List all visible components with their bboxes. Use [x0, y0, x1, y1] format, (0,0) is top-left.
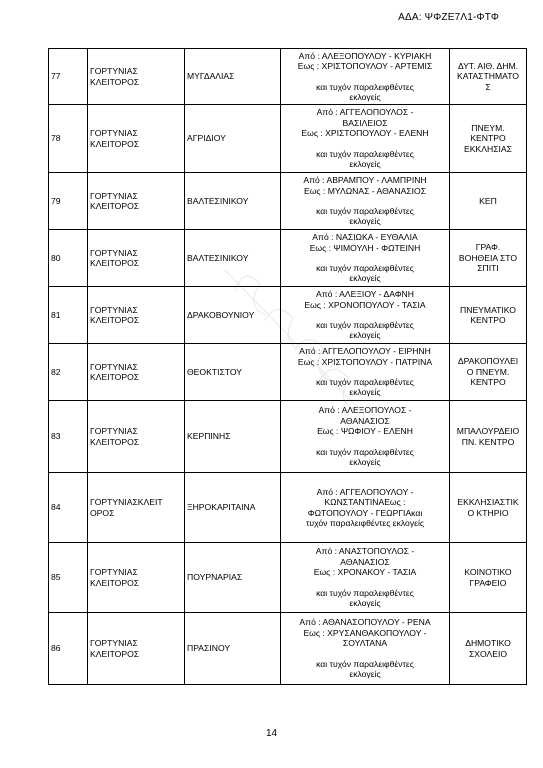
- text-line: ΓΡΑΦΕΙΟ: [469, 577, 507, 588]
- text-line: ΓΡΑΦ.: [475, 242, 501, 253]
- row-number: 81: [49, 287, 88, 344]
- ada-code: ΑΔΑ: ΨΦΖΕ7Λ1-ΦΤΦ: [398, 12, 499, 23]
- municipality-cell: [88, 613, 185, 685]
- voter-range-cell: [281, 401, 450, 473]
- text-line: Από : ΑΛΕΞΟΠΟΥΛΟΥ - ΚΥΡΙΑΚΗ: [298, 50, 432, 61]
- text-line: ΣΠΙΤΙ: [477, 263, 499, 274]
- text-line: ΓΟΡΤΥΝΙΑΣ: [90, 638, 138, 649]
- text-line: και τυχόν παραλειφθέντες: [316, 206, 414, 216]
- text-line: ΣΟΥΛΤΑΝΑ: [342, 638, 388, 649]
- voter-range-cell: [281, 613, 450, 685]
- municipality-cell: [88, 49, 185, 105]
- text-line: ΠΝΕΥΜΑΤΙΚΟ: [460, 304, 516, 315]
- text-line: Εως : ΜΥΛΩΝΑΣ - ΑΘΑΝΑΣΙΟΣ: [303, 185, 427, 196]
- municipality-cell: [88, 473, 185, 543]
- table-row: [49, 344, 527, 401]
- election-stations-table: [48, 48, 527, 685]
- text-line: ΠΝ. ΚΕΝΤΡΟ: [461, 436, 515, 447]
- table-row: [49, 173, 527, 230]
- voter-range-cell: [281, 473, 450, 543]
- text-line: ΓΟΡΤΥΝΙΑΣ: [90, 128, 138, 139]
- text-line: ΓΟΡΤΥΝΙΑΣ: [90, 361, 138, 372]
- text-line: ΚΕΠ: [479, 195, 497, 206]
- text-line: ΓΟΡΤΥΝΙΑΣ: [90, 426, 138, 437]
- blank-line: [283, 437, 447, 447]
- text-line: και τυχόν παραλειφθέντες: [316, 263, 414, 273]
- text-line: εκλογείς: [349, 159, 381, 170]
- municipality-cell: [88, 543, 185, 613]
- text-line: ΚΛΕΙΤΟΡΟΣ: [90, 201, 140, 211]
- text-line: και τυχόν παραλειφθέντες: [316, 658, 414, 669]
- text-line: Από : ΝΑΣΙΩΚΑ - ΕΥΘΑΛΙΑ: [312, 232, 418, 243]
- village-cell: ΘΕΟΚΤΙΣΤΟΥ: [185, 344, 281, 401]
- text-line: εκλογείς: [349, 91, 381, 102]
- voter-range-cell: [281, 344, 450, 401]
- polling-place-cell: [450, 473, 527, 543]
- text-line: εκλογείς: [349, 273, 381, 284]
- text-line: ΔΡΑΚΟΠΟΥΛΕΙ: [457, 356, 519, 367]
- village-cell: ΔΡΑΚΟΒΟΥΝΙΟΥ: [185, 287, 281, 344]
- row-number: 77: [49, 49, 88, 105]
- text-line: ΒΟΗΘΕΙΑ ΣΤΟ: [458, 252, 518, 263]
- text-line: εκλογείς: [349, 216, 381, 227]
- text-line: ΣΧΟΛΕΙΟ: [468, 648, 508, 659]
- text-line: ΓΟΡΤΥΝΙΑΣ: [90, 567, 138, 578]
- blank-line: [283, 649, 447, 659]
- municipality-cell: [88, 344, 185, 401]
- text-line: Από : ΑΓΓΕΛΟΠΟΥΛΟΥ -: [316, 486, 414, 497]
- text-line: τυχόν παραλειφθέντες εκλογείς: [306, 517, 424, 528]
- row-number: 78: [49, 105, 88, 173]
- text-line: ΚΛΕΙΤΟΡΟΣ: [90, 577, 140, 588]
- voter-range-cell: [281, 173, 450, 230]
- table-row: [49, 230, 527, 287]
- village-cell: ΠΟΥΡΝΑΡΙΑΣ: [185, 543, 281, 613]
- blank-line: [283, 72, 447, 82]
- text-line: ΑΘΑΝΑΣΙΟΣ: [340, 556, 390, 567]
- table-body: [49, 49, 527, 685]
- text-line: ΚΛΕΙΤΟΡΟΣ: [90, 315, 140, 325]
- text-line: ΚΛΕΙΤΟΡΟΣ: [90, 648, 140, 659]
- row-number: 80: [49, 230, 88, 287]
- text-line: Από : ΑΒΡΑΜΠΟΥ - ΛΑΜΠΡΙΝΗ: [303, 175, 427, 186]
- text-line: Εως : ΧΡΟΝΟΠΟΥΛΟΥ - ΤΑΣΙΑ: [304, 299, 426, 310]
- table-row: [49, 473, 527, 543]
- village-cell: ΠΡΑΣΙΝΟΥ: [185, 613, 281, 685]
- text-line: ΚΩΝΣΤΑΝΤΙΝΑΕως :: [324, 497, 406, 508]
- text-line: ΓΟΡΤΥΝΙΑΣ: [90, 66, 138, 77]
- text-line: Εως : ΧΡΙΣΤΟΠΟΥΛΟΥ - ΕΛΕΝΗ: [301, 128, 429, 139]
- polling-place-cell: [450, 49, 527, 105]
- text-line: και τυχόν παραλειφθέντες: [316, 320, 414, 330]
- row-number: 86: [49, 613, 88, 685]
- text-line: ΚΛΕΙΤΟΡΟΣ: [90, 138, 140, 149]
- text-line: Ο ΠΝΕΥΜ.: [466, 366, 510, 377]
- text-line: και τυχόν παραλειφθέντες: [316, 446, 414, 457]
- text-line: ΚΛΕΙΤΟΡΟΣ: [90, 258, 140, 268]
- municipality-cell: [88, 173, 185, 230]
- text-line: Σ: [485, 81, 491, 92]
- text-line: ΚΕΝΤΡΟ: [470, 377, 506, 388]
- municipality-cell: [88, 105, 185, 173]
- village-cell: ΒΑΛΤΕΣΙΝΙΚΟΥ: [185, 173, 281, 230]
- row-number: 85: [49, 543, 88, 613]
- text-line: ΓΟΡΤΥΝΙΑΣ: [90, 304, 138, 315]
- text-line: ΟΡΟΣ: [90, 507, 115, 518]
- polling-place-cell: [450, 543, 527, 613]
- page-number: 14: [265, 728, 278, 739]
- text-line: Εως : ΧΡΙΣΤΟΠΟΥΛΟΥ - ΠΑΤΡΙΝΑ: [297, 356, 433, 367]
- text-line: εκλογείς: [349, 598, 381, 609]
- polling-place-cell: [450, 344, 527, 401]
- row-number: 82: [49, 344, 88, 401]
- text-line: εκλογείς: [349, 387, 381, 398]
- village-cell: ΞΗΡΟΚΑΡΙΤΑΙΝΑ: [185, 473, 281, 543]
- text-line: ΑΘΑΝΑΣΙΟΣ: [340, 415, 390, 426]
- village-cell: ΑΓΡΙΔΙΟΥ: [185, 105, 281, 173]
- table-row: [49, 401, 527, 473]
- voter-range-cell: [281, 287, 450, 344]
- text-line: εκλογείς: [349, 457, 381, 468]
- text-line: Από : ΑΓΓΕΛΟΠΟΥΛΟΣ -: [316, 107, 414, 118]
- municipality-cell: [88, 230, 185, 287]
- voter-range-cell: [281, 105, 450, 173]
- blank-line: [283, 367, 447, 377]
- text-line: ΚΑΤΑΣΤΗΜΑΤΟ: [457, 71, 519, 82]
- text-line: Από : ΑΓΓΕΛΟΠΟΥΛΟΥ - ΕΙΡΗΝΗ: [299, 346, 431, 357]
- voter-range-cell: [281, 49, 450, 105]
- text-line: και τυχόν παραλειφθέντες: [316, 587, 414, 598]
- blank-line: [283, 578, 447, 588]
- text-line: ΓΟΡΤΥΝΙΑΣ: [90, 190, 138, 201]
- polling-place-cell: [450, 401, 527, 473]
- blank-line: [283, 253, 447, 263]
- table-row: [49, 613, 527, 685]
- text-line: ΚΛΕΙΤΟΡΟΣ: [90, 436, 140, 447]
- text-line: ΔΥΤ. ΑΙΘ. ΔΗΜ.: [457, 60, 519, 71]
- text-line: ΚΛΕΙΤΟΡΟΣ: [90, 76, 140, 87]
- text-line: Από : ΑΛΕΞΟΠΟΥΛΟΣ -: [318, 405, 412, 416]
- text-line: Εως : ΧΡΥΣΑΝΘΑΚΟΠΟΥΛΟΥ -: [303, 627, 427, 638]
- text-line: και τυχόν παραλειφθέντες: [316, 377, 414, 387]
- village-cell: ΚΕΡΠΙΝΗΣ: [185, 401, 281, 473]
- text-line: ΚΕΝΤΡΟ: [470, 133, 506, 144]
- table-row: [49, 105, 527, 173]
- text-line: ΠΝΕΥΜ.: [471, 122, 505, 133]
- text-line: ΔΗΜΟΤΙΚΟ: [465, 638, 511, 649]
- table-row: [49, 287, 527, 344]
- row-number: 79: [49, 173, 88, 230]
- text-line: ΚΛΕΙΤΟΡΟΣ: [90, 372, 140, 382]
- polling-place-cell: [450, 173, 527, 230]
- text-line: Από : ΑΘΑΝΑΣΟΠΟΥΛΟΥ - ΡΕΝΑ: [299, 617, 431, 628]
- municipality-cell: [88, 287, 185, 344]
- village-cell: ΜΥΓΔΑΛΙΑΣ: [185, 49, 281, 105]
- row-number: 83: [49, 401, 88, 473]
- table-row: [49, 543, 527, 613]
- text-line: Εως : ΨΩΦΙΟΥ - ΕΛΕΝΗ: [317, 426, 413, 437]
- text-line: Ο ΚΤΗΡΙΟ: [467, 507, 509, 518]
- blank-line: [283, 310, 447, 320]
- blank-line: [283, 139, 447, 149]
- text-line: Εως : ΧΡΙΣΤΟΠΟΥΛΟΥ - ΑΡΤΕΜΙΣ: [297, 61, 433, 72]
- polling-place-cell: [450, 287, 527, 344]
- text-line: ΚΟΙΝΟΤΙΚΟ: [464, 567, 512, 578]
- text-line: ΕΚΚΛΗΣΙΑΣΤΙΚ: [457, 497, 519, 508]
- row-number: 84: [49, 473, 88, 543]
- blank-line: [283, 196, 447, 206]
- text-line: Εως : ΧΡΟΝΑΚΟΥ - ΤΑΣΙΑ: [313, 567, 417, 578]
- text-line: Εως : ΨΙΜΟΥΛΗ - ΦΩΤΕΙΝΗ: [309, 242, 421, 253]
- text-line: ΦΩΤΟΠΟΥΛΟΥ - ΓΕΩΡΓΙΑκαι: [307, 507, 423, 518]
- text-line: και τυχόν παραλειφθέντες: [316, 81, 414, 92]
- text-line: εκλογείς: [349, 669, 381, 680]
- text-line: ΓΟΡΤΥΝΙΑΣΚΛΕΙΤ: [90, 497, 163, 508]
- table-row: [49, 49, 527, 105]
- voter-range-cell: [281, 543, 450, 613]
- text-line: εκλογείς: [349, 330, 381, 341]
- municipality-cell: [88, 401, 185, 473]
- text-line: ΒΑΣΙΛΕΙΟΣ: [342, 117, 388, 128]
- text-line: ΕΚΚΛΗΣΙΑΣ: [464, 143, 512, 154]
- village-cell: ΒΑΛΤΕΣΙΝΙΚΟΥ: [185, 230, 281, 287]
- text-line: ΓΟΡΤΥΝΙΑΣ: [90, 247, 138, 258]
- polling-place-cell: [450, 105, 527, 173]
- text-line: και τυχόν παραλειφθέντες: [316, 148, 414, 159]
- voter-range-cell: [281, 230, 450, 287]
- text-line: ΚΕΝΤΡΟ: [470, 315, 506, 325]
- polling-place-cell: [450, 613, 527, 685]
- text-line: ΜΠΑΛΟΥΡΔΕΙΟ: [456, 426, 520, 437]
- text-line: Από : ΑΛΕΞΙΟΥ - ΔΑΦΝΗ: [316, 289, 414, 300]
- polling-place-cell: [450, 230, 527, 287]
- text-line: Από : ΑΝΑΣΤΟΠΟΥΛΟΣ -: [315, 546, 415, 557]
